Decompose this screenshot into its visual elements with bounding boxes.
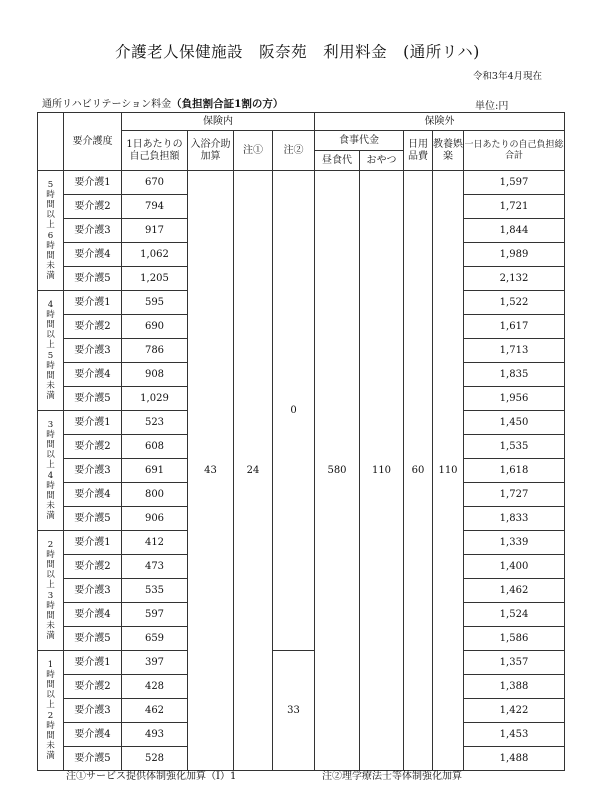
self-pay-cell: 1,029 bbox=[122, 387, 188, 411]
self-pay-cell: 608 bbox=[122, 435, 188, 459]
care-level-cell: 要介護1 bbox=[64, 291, 122, 315]
total-cell: 1,535 bbox=[464, 435, 565, 459]
total-cell: 1,524 bbox=[464, 603, 565, 627]
lunch-fee-cell: 580 bbox=[315, 171, 360, 771]
header-snack: おやつ bbox=[360, 151, 404, 171]
care-level-cell: 要介護3 bbox=[64, 579, 122, 603]
note2-fee-cell: 0 bbox=[273, 171, 315, 651]
self-pay-cell: 428 bbox=[122, 675, 188, 699]
care-level-cell: 要介護5 bbox=[64, 267, 122, 291]
total-cell: 1,956 bbox=[464, 387, 565, 411]
self-pay-cell: 691 bbox=[122, 459, 188, 483]
care-level-cell: 要介護4 bbox=[64, 363, 122, 387]
self-pay-cell: 908 bbox=[122, 363, 188, 387]
self-pay-cell: 1,062 bbox=[122, 243, 188, 267]
total-cell: 1,617 bbox=[464, 315, 565, 339]
self-pay-cell: 528 bbox=[122, 747, 188, 771]
table-row bbox=[38, 651, 565, 675]
header-recreation: 教養娯楽 bbox=[433, 131, 464, 171]
self-pay-cell: 397 bbox=[122, 651, 188, 675]
self-pay-cell: 906 bbox=[122, 507, 188, 531]
care-level-cell: 要介護2 bbox=[64, 195, 122, 219]
total-cell: 1,522 bbox=[464, 291, 565, 315]
as-of-date: 令和3年4月現在 bbox=[472, 71, 542, 82]
total-cell: 2,132 bbox=[464, 267, 565, 291]
self-pay-cell: 473 bbox=[122, 555, 188, 579]
time-group-label bbox=[38, 171, 64, 291]
self-pay-cell: 597 bbox=[122, 603, 188, 627]
header-insured: 保険内 bbox=[122, 113, 315, 131]
total-cell: 1,835 bbox=[464, 363, 565, 387]
self-pay-cell: 595 bbox=[122, 291, 188, 315]
subtitle-bold-text: （負担割合証1割の方） bbox=[171, 98, 284, 110]
footnote-2: 注②理学療法士等体制強化加算 bbox=[322, 771, 462, 782]
total-cell: 1,462 bbox=[464, 579, 565, 603]
time-group-text: 1時間以上2時間未満 bbox=[46, 659, 55, 762]
time-group-text: 5時間以上6時間未満 bbox=[46, 179, 55, 282]
care-level-cell: 要介護1 bbox=[64, 171, 122, 195]
total-cell: 1,721 bbox=[464, 195, 565, 219]
self-pay-cell: 670 bbox=[122, 171, 188, 195]
self-pay-cell: 690 bbox=[122, 315, 188, 339]
note2-fee-cell: 33 bbox=[273, 651, 315, 771]
time-group-text: 3時間以上4時間未満 bbox=[46, 419, 55, 522]
total-cell: 1,597 bbox=[464, 171, 565, 195]
total-cell: 1,989 bbox=[464, 243, 565, 267]
self-pay-cell: 1,205 bbox=[122, 267, 188, 291]
care-level-cell: 要介護5 bbox=[64, 627, 122, 651]
table-row bbox=[38, 171, 565, 195]
snack-fee-cell: 110 bbox=[360, 171, 404, 771]
total-cell: 1,713 bbox=[464, 339, 565, 363]
care-level-cell: 要介護4 bbox=[64, 243, 122, 267]
page-title: 介護老人保健施設 阪奈苑 利用料金 (通所リハ) bbox=[115, 43, 480, 61]
care-level-cell: 要介護2 bbox=[64, 675, 122, 699]
time-group-label bbox=[38, 651, 64, 771]
time-group-label bbox=[38, 291, 64, 411]
footnote-1: 注①サービス提供体制強化加算（Ⅰ）1 bbox=[66, 771, 237, 782]
care-level-cell: 要介護3 bbox=[64, 339, 122, 363]
header-meal: 食事代金 bbox=[315, 131, 404, 151]
header-note1: 注① bbox=[234, 131, 273, 171]
total-cell: 1,488 bbox=[464, 747, 565, 771]
total-cell: 1,388 bbox=[464, 675, 565, 699]
total-cell: 1,586 bbox=[464, 627, 565, 651]
care-level-cell: 要介護4 bbox=[64, 603, 122, 627]
header-total: 一日あたりの自己負担総合計 bbox=[464, 131, 565, 171]
care-level-cell: 要介護1 bbox=[64, 651, 122, 675]
self-pay-cell: 786 bbox=[122, 339, 188, 363]
time-group-label bbox=[38, 411, 64, 531]
care-level-cell: 要介護3 bbox=[64, 219, 122, 243]
total-cell: 1,357 bbox=[464, 651, 565, 675]
table-subtitle bbox=[42, 95, 283, 111]
total-cell: 1,453 bbox=[464, 723, 565, 747]
self-pay-cell: 462 bbox=[122, 699, 188, 723]
self-pay-cell: 412 bbox=[122, 531, 188, 555]
daily-goods-fee-cell: 60 bbox=[404, 171, 433, 771]
self-pay-cell: 659 bbox=[122, 627, 188, 651]
subtitle-text: 通所リハビリテーション料金 bbox=[42, 99, 172, 110]
care-level-cell: 要介護4 bbox=[64, 723, 122, 747]
bath-fee-cell: 43 bbox=[188, 171, 234, 771]
total-cell: 1,727 bbox=[464, 483, 565, 507]
care-level-cell: 要介護1 bbox=[64, 531, 122, 555]
header-daily-goods: 日用品費 bbox=[404, 131, 433, 171]
self-pay-cell: 794 bbox=[122, 195, 188, 219]
total-cell: 1,422 bbox=[464, 699, 565, 723]
self-pay-cell: 535 bbox=[122, 579, 188, 603]
header-bath: 入浴介助加算 bbox=[188, 131, 234, 171]
total-cell: 1,400 bbox=[464, 555, 565, 579]
self-pay-cell: 493 bbox=[122, 723, 188, 747]
header-care-level: 要介護度 bbox=[64, 113, 122, 171]
care-level-cell: 要介護4 bbox=[64, 483, 122, 507]
header-lunch: 昼食代 bbox=[315, 151, 360, 171]
header-uninsured: 保険外 bbox=[315, 113, 565, 131]
corner-cell bbox=[38, 113, 64, 171]
care-level-cell: 要介護2 bbox=[64, 315, 122, 339]
time-group-text: 2時間以上3時間未満 bbox=[46, 539, 55, 642]
header-note2: 注② bbox=[273, 131, 315, 171]
total-cell: 1,844 bbox=[464, 219, 565, 243]
care-level-cell: 要介護5 bbox=[64, 747, 122, 771]
self-pay-cell: 917 bbox=[122, 219, 188, 243]
total-cell: 1,833 bbox=[464, 507, 565, 531]
care-level-cell: 要介護3 bbox=[64, 459, 122, 483]
care-level-cell: 要介護2 bbox=[64, 555, 122, 579]
header-daily-self: 1日あたりの自己負担額 bbox=[122, 131, 188, 171]
total-cell: 1,339 bbox=[464, 531, 565, 555]
total-cell: 1,618 bbox=[464, 459, 565, 483]
time-group-text: 4時間以上5時間未満 bbox=[46, 299, 55, 402]
care-level-cell: 要介護3 bbox=[64, 699, 122, 723]
care-level-cell: 要介護2 bbox=[64, 435, 122, 459]
total-cell: 1,450 bbox=[464, 411, 565, 435]
fee-table bbox=[37, 112, 565, 771]
time-group-label bbox=[38, 531, 64, 651]
unit-label: 単位:円 bbox=[475, 101, 509, 112]
self-pay-cell: 800 bbox=[122, 483, 188, 507]
care-level-cell: 要介護1 bbox=[64, 411, 122, 435]
care-level-cell: 要介護5 bbox=[64, 387, 122, 411]
self-pay-cell: 523 bbox=[122, 411, 188, 435]
care-level-cell: 要介護5 bbox=[64, 507, 122, 531]
note1-fee-cell: 24 bbox=[234, 171, 273, 771]
recreation-fee-cell: 110 bbox=[433, 171, 464, 771]
